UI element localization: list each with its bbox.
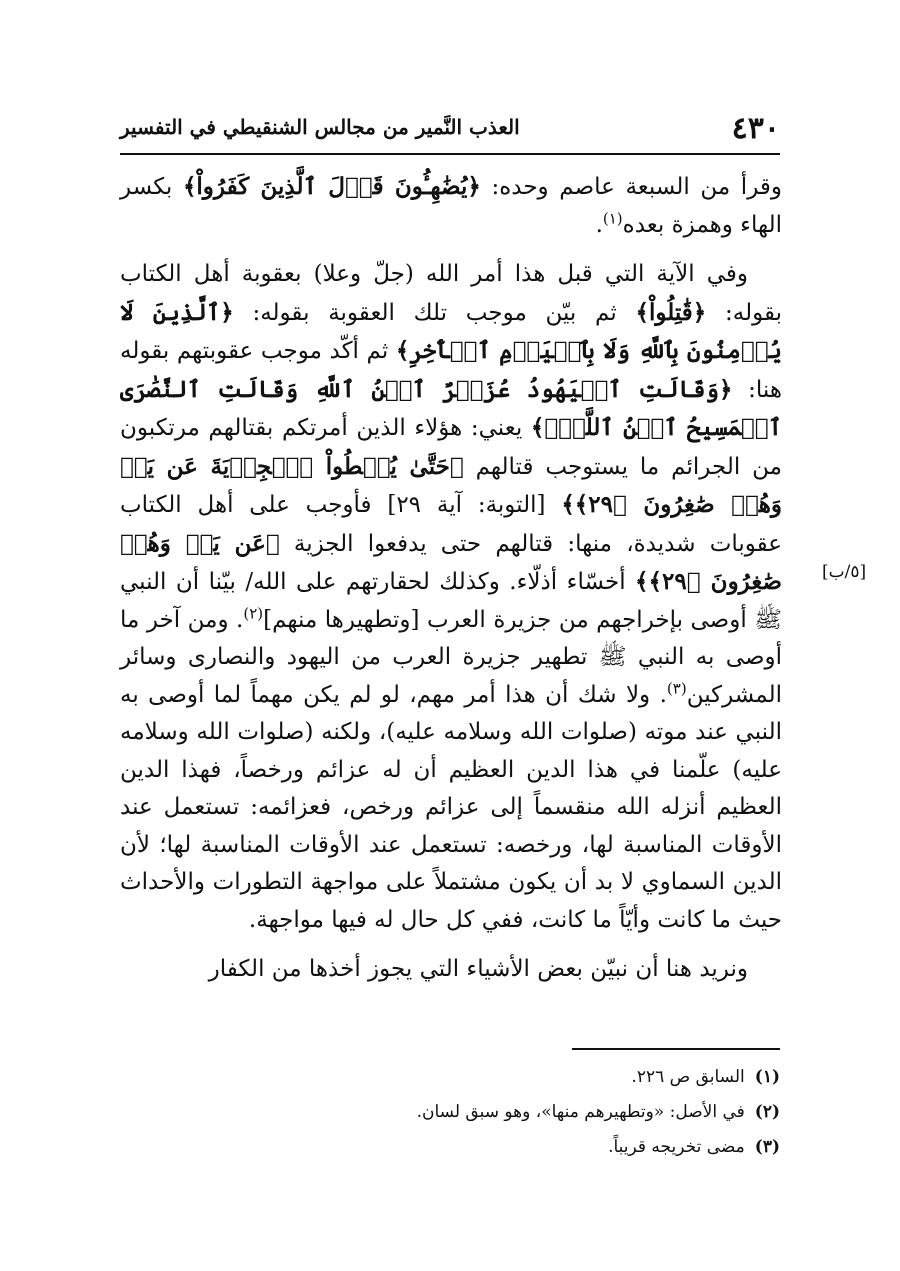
text-run: وفي الآية التي قبل هذا أمر الله (جلّ وعلا) بعقوبة أهل الكتاب بقوله: [120, 261, 782, 326]
quran-verse: ﴿وَقَالَتِ ٱلۡيَهُودُ عُزَيۡرٌ ٱبۡنُ ٱللَّهِ وَقَالَتِ ٱلنَّصَٰرَى ٱلۡمَسِيحُ ٱبۡنُ ٱللَّهِۖ﴾ [120, 375, 782, 441]
quran-verse: ﴿عَن يَدٖ وَهُمۡ صَٰغِرُونَ ﴿٢٩﴾﴾ [120, 529, 782, 595]
main-text [120, 168, 782, 1001]
footnote-text: السابق ص ٢٢٦. [631, 1067, 745, 1087]
footnote-text: في الأصل: «وتطهيرهم منها»، وهو سبق لسان. [416, 1102, 745, 1122]
text-run: أخسّاء أذلّاء. وكذلك لحقارتهم على الله/ بيّنا أن النبي ﷺ أوصى بإخراجهم من جزيرة العرب [وتطهيرها منهم] [120, 569, 782, 633]
footnote [120, 1095, 780, 1130]
text-run: يعني: هؤلاء الذين أمرتكم بقتالهم مرتكبون من الجرائم ما يستوجب قتالهم [120, 415, 782, 480]
text-run: بكسر الهاء وهمزة بعده [120, 174, 782, 238]
text-run: ونريد هنا أن نبيّن بعض الأشياء التي يجوز أخذها من الكفار [208, 956, 748, 982]
paragraph [120, 256, 782, 939]
text-run: ثم بيّن موجب تلك العقوبة بقوله: [233, 299, 636, 326]
text-run: . [595, 211, 603, 238]
quran-verse: ﴿يُضَٰهِـُٔونَ قَوۡلَ ٱلَّذِينَ كَفَرُواْ﴾ [182, 173, 481, 200]
footnote-ref: (٣) [666, 678, 687, 697]
footnote [120, 1060, 780, 1095]
footnote-ref: (٢) [243, 603, 264, 622]
footnote-number: (٣) [754, 1137, 780, 1157]
footnote-ref: (١) [602, 208, 623, 227]
footnotes [120, 1060, 780, 1165]
footnote-text: مضى تخريجه قريباً. [608, 1137, 745, 1157]
text-run: وقرأ من السبعة عاصم وحده: [480, 174, 782, 200]
footnote [120, 1130, 780, 1165]
page-number: ٤٣٠ [731, 111, 780, 146]
paragraph [120, 168, 782, 244]
margin-note: [٥/ب] [822, 562, 867, 582]
text-run: [التوبة: آية ٢٩] فأوجب على أهل الكتاب عقوبات شديدة، منها: قتالهم حتى يدفعوا الجزية [120, 492, 782, 557]
page-header [120, 105, 780, 155]
footnote-number: (٢) [754, 1102, 780, 1122]
paragraph [120, 951, 782, 989]
footnote-divider [572, 1048, 780, 1050]
quran-verse: ﴿حَتَّىٰ يُعۡطُواْ ٱلۡجِزۡيَةَ عَن يَدٖ وَهُمۡ صَٰغِرُونَ ﴿٢٩﴾﴾ [120, 452, 782, 518]
text-run: . ولا شك أن هذا أمر مهم، لو لم يكن مهماً لما أوصى به النبي عند موته (صلوات الله وسلامه عليه)، ولكنه (صلوات الله وسلامه عليه) علّمنا في هذا الدين العظيم أن له عزائم ورخصاً، فهذا الدين العظيم أنزله الله منقسماً إلى عزائم ورخص، فعزائمه: تستعمل عند الأوقات المناسبة لها، ورخصه: تستعمل عند الأوقات المناسبة لها؛ لأن الدين السماوي لا بد أن يكون مشتملاً على مواجهة التطورات والأحداث حيث ما كانت وأيّاً ما كانت، ففي كل حال له فيها مواجهة. [120, 681, 782, 933]
footnote-number: (١) [754, 1067, 780, 1087]
quran-verse: ﴿ٱلَّذِينَ لَا يُؤۡمِنُونَ بِٱللَّهِ وَلَا بِٱلۡيَوۡمِ ٱلۡأٓخِرِ﴾ [120, 298, 782, 364]
text-run: ثم أكّد موجب عقوبتهم بقوله هنا: [120, 338, 782, 403]
quran-verse: ﴿قَٰتِلُواْ﴾ [635, 298, 707, 326]
book-title: العذب النَّمير من مجالس الشنقيطي في التفسير [120, 115, 520, 139]
text-run: . ومن آخر ما أوصى به النبي ﷺ تطهير جزيرة العرب من اليهود والنصارى وسائر المشركين [120, 606, 782, 708]
